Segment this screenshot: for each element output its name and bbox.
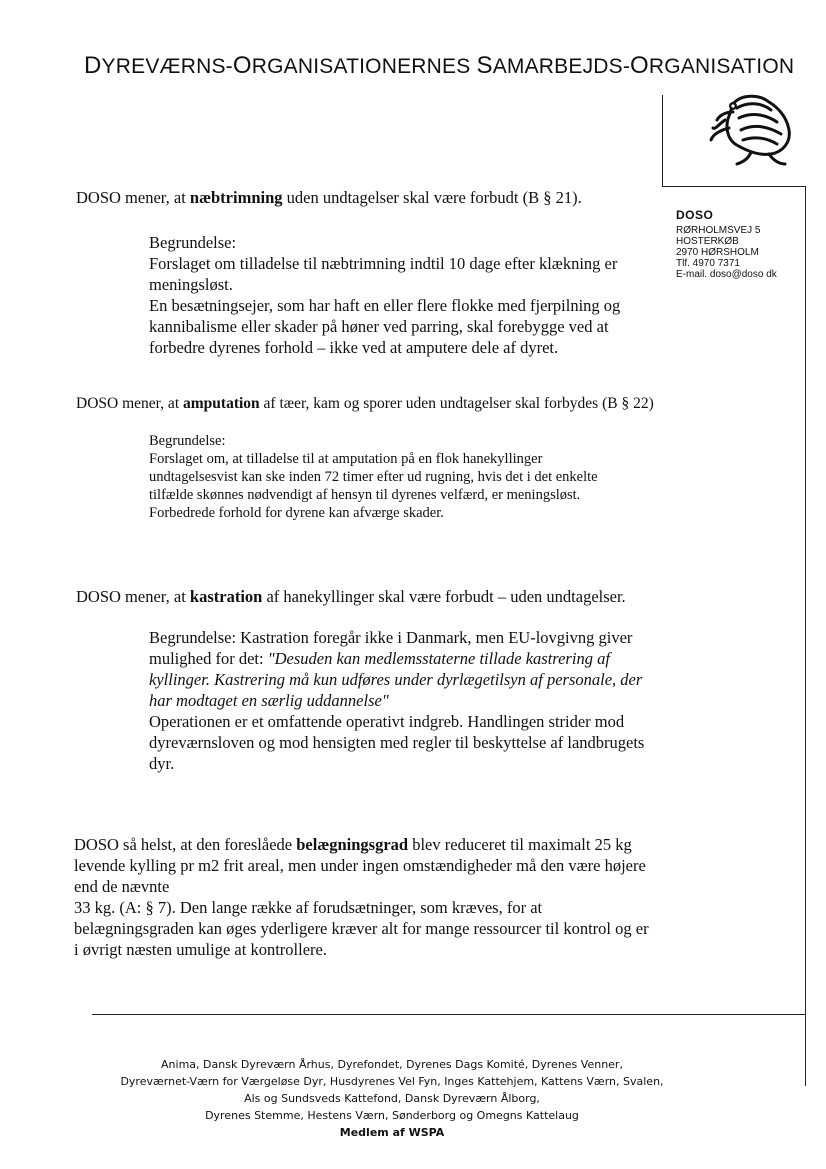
- contact-block: [676, 210, 777, 280]
- reason-amputation: Begrundelse: Forslaget om, at tilladelse til at amputation på en flok hanekyllinger undtagelsesvist kan ske inden 72 timer efter ud rugning, hvis det i det enkelte tilfælde skønnes nødvendigt af hensyn til dyrenes velfærd, er meningsløst. Forbedrede forhold for dyrene kan afværge skader.: [149, 433, 598, 521]
- statement-beak-trimming: DOSO mener, at næbtrimning uden undtagelser skal være forbudt (B § 21).: [76, 188, 582, 207]
- contact-address-street: RØRHOLMSVEJ 5: [676, 225, 761, 236]
- frame-line-right: [805, 186, 806, 1086]
- frame-line-top-horizontal: [662, 186, 806, 187]
- organisation-title: DYREVÆRNS-ORGANISATIONERNES SAMARBEJDS-ORGANISATION: [84, 52, 795, 79]
- reason-beak-trimming: Begrundelse: Forslaget om tilladelse til næbtrimning indtil 10 dage efter klækning er meningsløst. En besætningsejer, som har haft en eller flere flokke med fjerpilning og kannibalisme eller skader på høner ved parring, skal forebygge ved at forbedre dyrenes forhold – ikke ved at amputere dele af dyret.: [149, 233, 621, 357]
- frog-icon: [703, 90, 795, 170]
- statement-amputation: DOSO mener, at amputation af tæer, kam og sporer uden undtagelser skal forbydes (B § 22): [76, 395, 654, 412]
- contact-address-city: 2970 HØRSHOLM: [676, 247, 759, 258]
- contact-org: DOSO: [676, 208, 714, 222]
- contact-email: E-mail. doso@doso dk: [676, 269, 777, 280]
- frame-line-top-vertical: [662, 95, 663, 187]
- contact-address-area: HOSTERKØB: [676, 236, 739, 247]
- membership-note: Medlem af WSPA: [339, 1126, 445, 1139]
- member-organisations-footer: Anima, Dansk Dyreværn Århus, Dyrefondet, Dyrenes Dags Komité, Dyrenes Venner, Dyreværnet-Værn for Værgeløse Dyr, Husdyrenes Vel Fyn, Inges Kattehjem, Kattens Værn, Svalen, Als og Sundsveds Kattefond, Dansk Dyreværn Ålborg, Dyrenes Stemme, Hestens Værn, Sønderborg og Omegns Kattelaug Medlem af WSPA: [92, 1056, 692, 1141]
- reason-castration: Begrundelse: Kastration foregår ikke i Danmark, men EU-lovgivng giver mulighed for det: "Desuden kan medlemsstaterne tillade kastrering af kyllinger. Kastrering må kun udføres under dyrlægetilsyn af personale, der har modtaget en særlig uddannelse" Operationen er et omfattende operativt indgreb. Handlingen strider mod dyreværnsloven og mod hensigten med regler til beskyttelse af landbrugets dyr.: [149, 628, 645, 773]
- statement-stocking-density: DOSO så helst, at den foreslåede belægningsgrad blev reduceret til maximalt 25 kg levende kylling pr m2 frit areal, men under ingen omstændigheder må den være højere end de nævnte 33 kg. (A: § 7). Den lange række af forudsætninger, som kræves, for at belægningsgraden kan øges yderligere kræver alt for mange ressourcer til kontrol og er i øvrigt næsten umulige at kontrollere.: [74, 835, 649, 959]
- contact-phone: Tlf. 4970 7371: [676, 258, 740, 269]
- footer-divider: [92, 1014, 805, 1015]
- statement-castration: DOSO mener, at kastration af hanekyllinger skal være forbudt – uden undtagelser.: [76, 587, 626, 606]
